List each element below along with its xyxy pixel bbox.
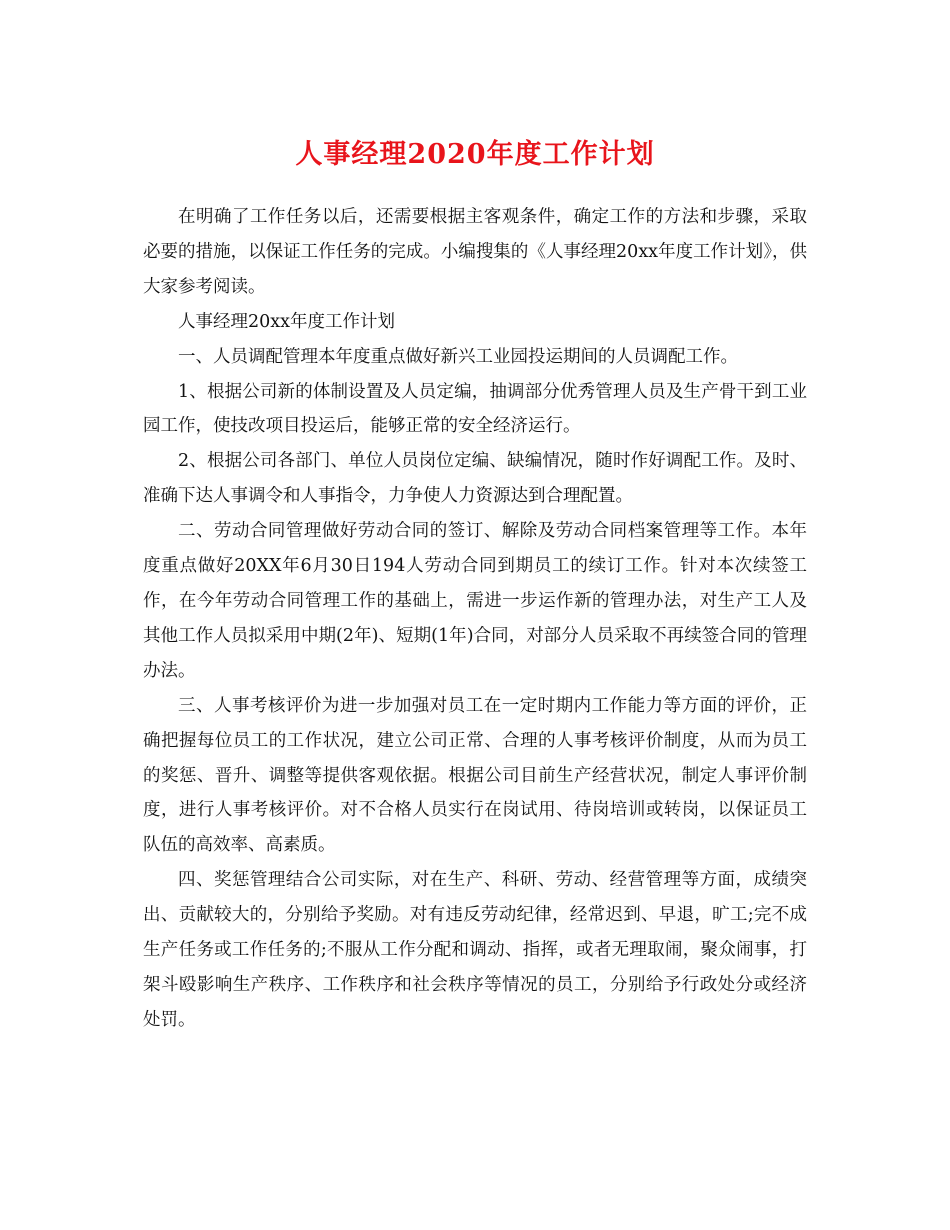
paragraph-item-2: 2、根据公司各部门、单位人员岗位定编、缺编情况，随时作好调配工作。及时、准确下达人事调令和人事指令，力争使人力资源达到合理配置。 bbox=[143, 451, 807, 507]
document-body bbox=[143, 200, 807, 1038]
paragraph-section-1: 一、人员调配管理本年度重点做好新兴工业园投运期间的人员调配工作。 bbox=[178, 346, 738, 367]
paragraph-section-4: 四、奖惩管理结合公司实际，对在生产、科研、劳动、经营管理等方面，成绩突出、贡献较大的，分别给予奖励。对有违反劳动纪律，经常迟到、早退，旷工;完不成生产任务或工作任务的;不服从工作分配和调动、指挥，或者无理取闹，聚众闹事，打架斗殴影响生产秩序、工作秩序和社会秩序等情况的员工，分别给予行政处分或经济处罚。 bbox=[143, 870, 807, 1030]
paragraph-section-2: 二、劳动合同管理做好劳动合同的签订、解除及劳动合同档案管理等工作。本年度重点做好20XX年6月30日194人劳动合同到期员工的续订工作。针对本次续签工作，在今年劳动合同管理工作的基础上，需进一步运作新的管理办法，对生产工人及其他工作人员拟采用中期(2年)、短期(1年)合同，对部分人员采取不再续签合同的管理办法。 bbox=[143, 521, 807, 681]
paragraph-intro: 在明确了工作任务以后，还需要根据主客观条件，确定工作的方法和步骤，采取必要的措施，以保证工作任务的完成。小编搜集的《人事经理20xx年度工作计划》，供大家参考阅读。 bbox=[143, 207, 807, 297]
document-title: 人事经理2020年度工作计划 bbox=[295, 139, 655, 170]
paragraph-section-3: 三、人事考核评价为进一步加强对员工在一定时期内工作能力等方面的评价，正确把握每位员工的工作状况，建立公司正常、合理的人事考核评价制度，从而为员工的奖惩、晋升、调整等提供客观依据。根据公司目前生产经营状况，制定人事评价制度，进行人事考核评价。对不合格人员实行在岗试用、待岗培训或转岗，以保证员工队伍的高效率、高素质。 bbox=[143, 695, 807, 856]
paragraph-subtitle: 人事经理20xx年度工作计划 bbox=[178, 311, 396, 332]
paragraph-item-1: 1、根据公司新的体制设置及人员定编，抽调部分优秀管理人员及生产骨干到工业园工作，使技改项目投运后，能够正常的安全经济运行。 bbox=[143, 381, 807, 437]
